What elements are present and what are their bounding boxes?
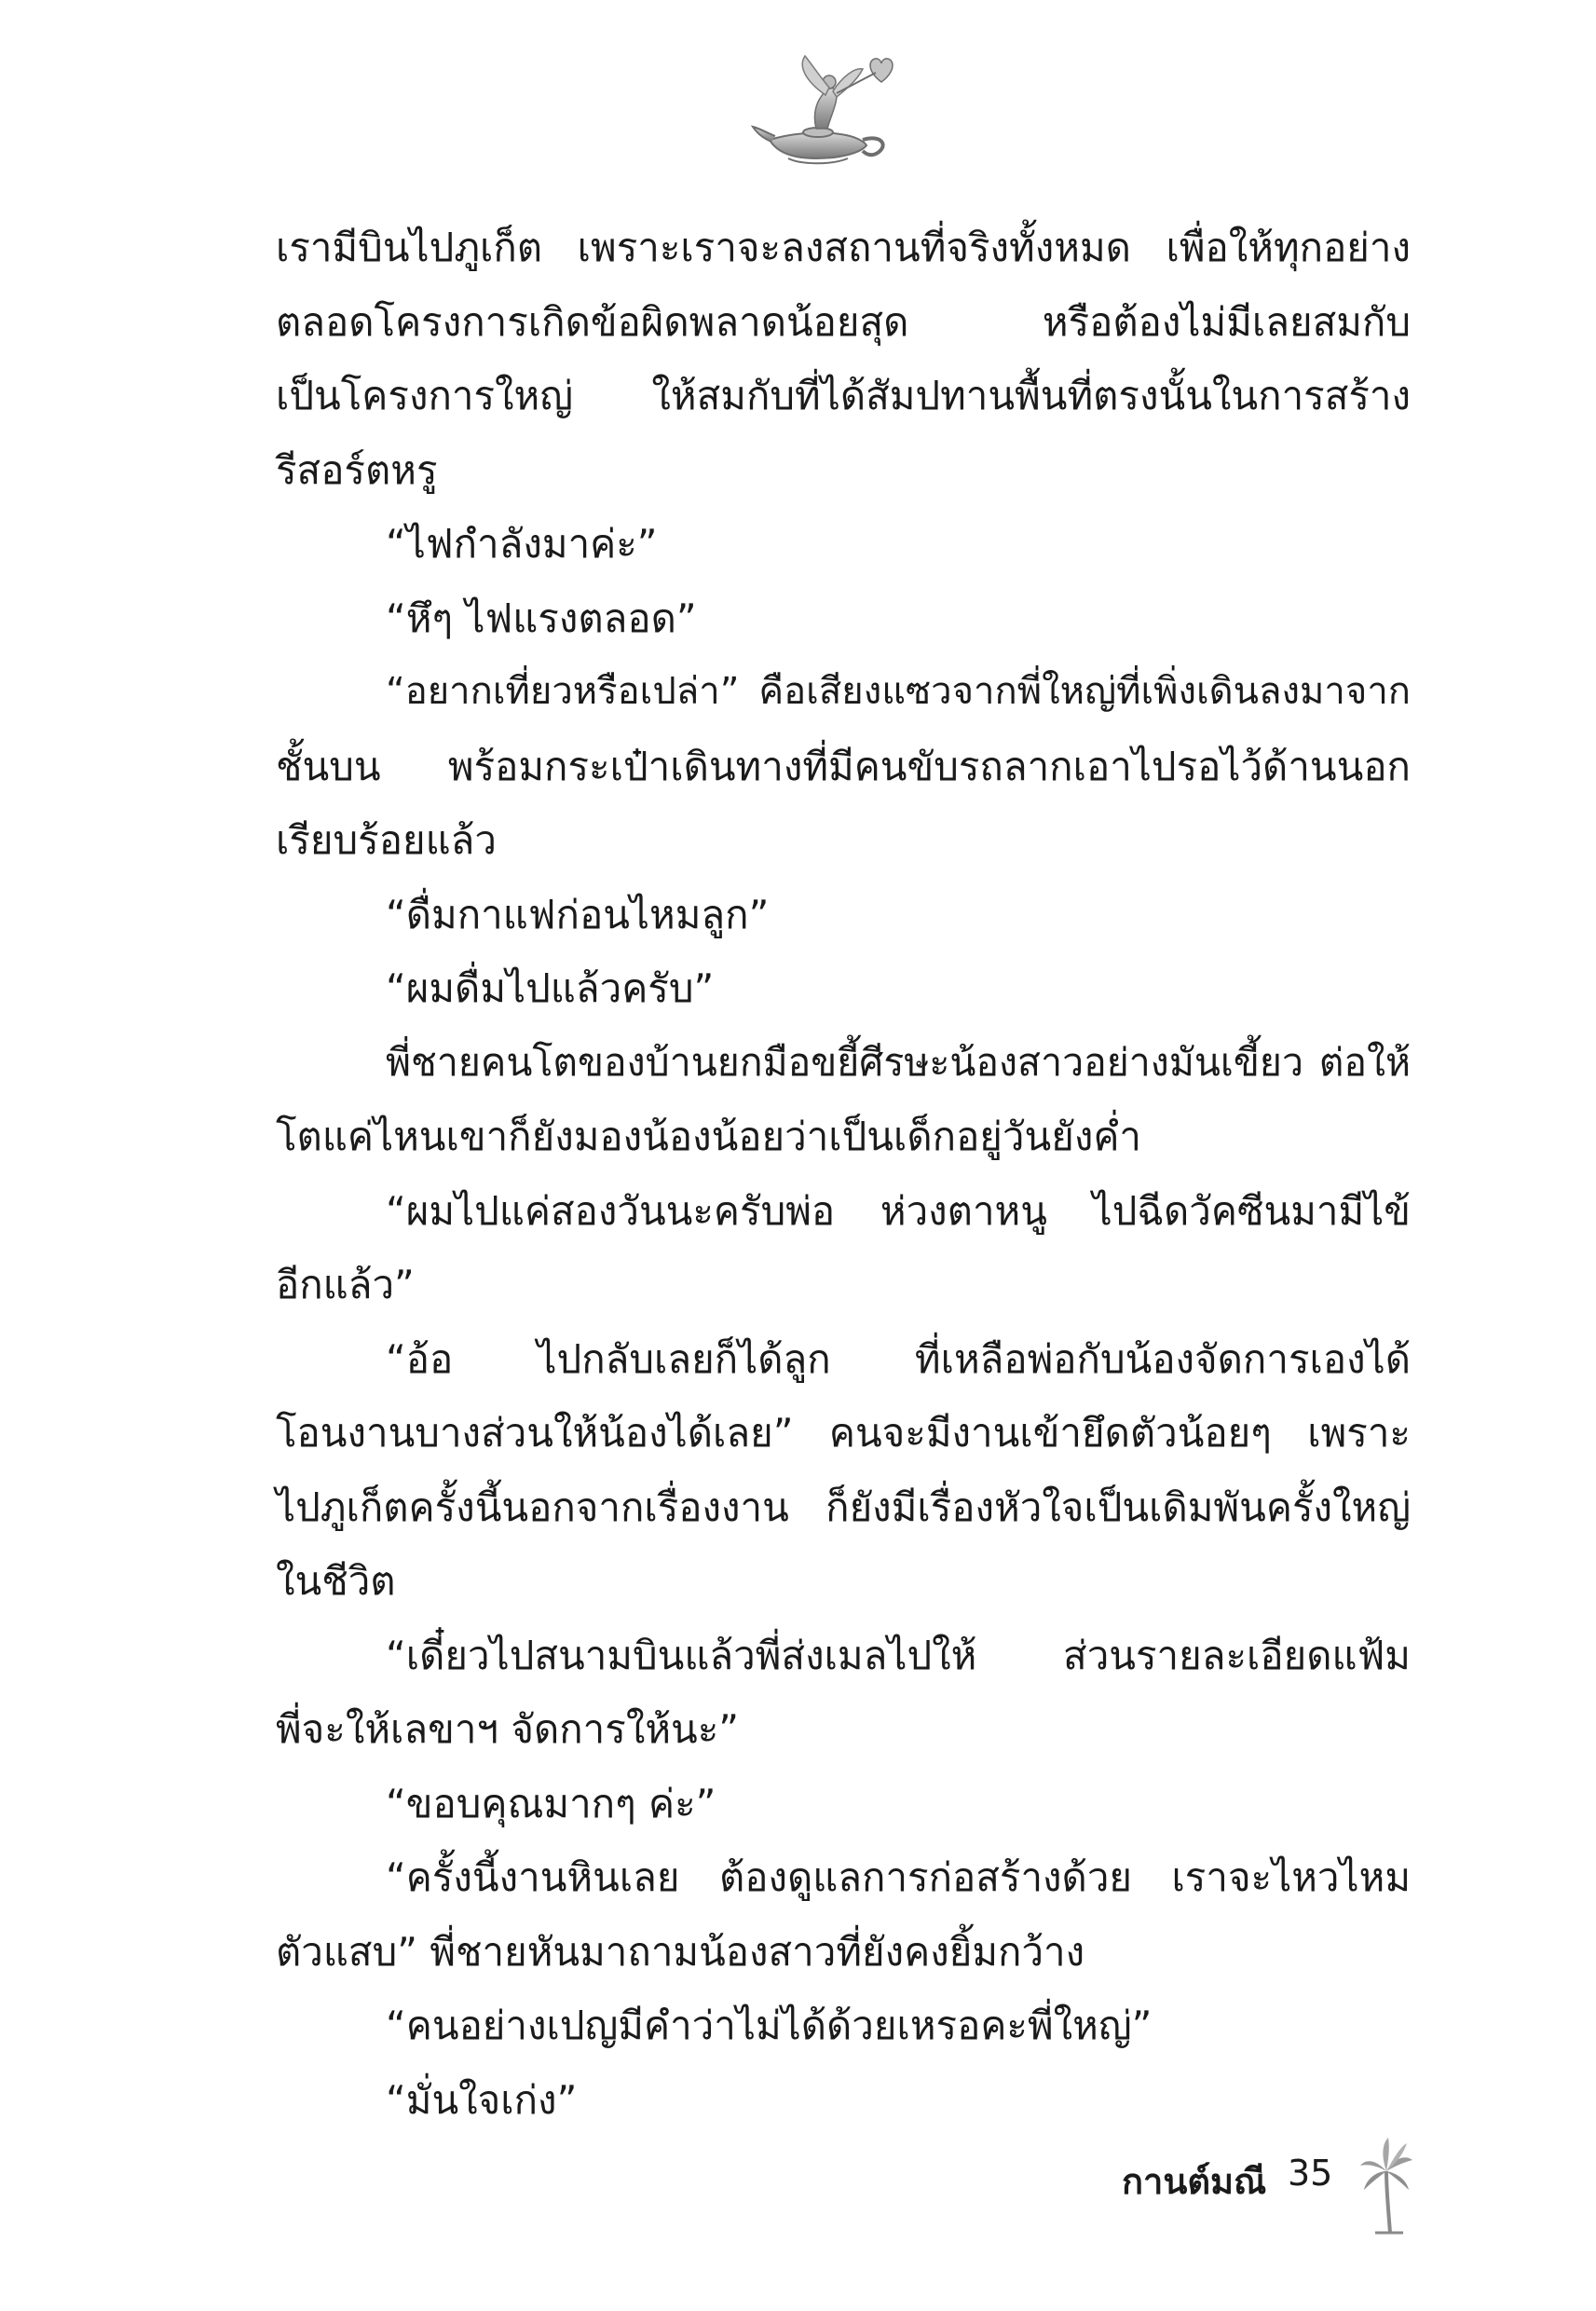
text-line: “อ้อ ไปกลับเลยก็ได้ลูก ที่เหลือพ่อกับน้องจัดการเองได้: [386, 1335, 1411, 1382]
text-line: “ผมไปแค่สองวันนะครับพ่อ ห่วงตาหนู ไปฉีดวัคซีนมามีไข้: [386, 1187, 1411, 1234]
text-line: อีกแล้ว”: [276, 1262, 415, 1307]
text-line: พี่ชายคนโตของบ้านยกมือขยี้ศีรษะน้องสาวอย่างมันเขี้ยว ต่อให้: [386, 1039, 1411, 1085]
text-line: ตลอดโครงการเกิดข้อผิดพลาดน้อยสุด หรือต้องไม่มีเลยสมกับ: [276, 298, 1411, 345]
text-line: “อยากเที่ยวหรือเปล่า” คือเสียงแซวจากพี่ใหญ่ที่เพิ่งเดินลงมาจาก: [386, 670, 1411, 713]
text-line: “ผมดื่มไปแล้วครับ”: [386, 965, 715, 1011]
text-line: ชั้นบน พร้อมกระเป๋าเดินทางที่มีคนขับรถลากเอาไปรอไว้ด้านนอก: [276, 743, 1411, 789]
book-title: กานต์มณี: [1122, 2161, 1267, 2202]
text-line: “หึๆ ไฟแรงตลอด”: [386, 595, 697, 641]
text-line: “คนอย่างเปญมีคำว่าไม่ได้ด้วยเหรอคะพี่ใหญ่”: [386, 2003, 1153, 2048]
text-line: ตัวแสบ” พี่ชายหันมาถามน้องสาวที่ยังคงยิ้มกว้าง: [276, 1928, 1085, 1975]
text-line: เป็นโครงการใหญ่ ให้สมกับที่ได้สัมปทานพื้นที่ตรงนั้นในการสร้าง: [276, 373, 1411, 418]
text-line: “ขอบคุณมากๆ ค่ะ”: [386, 1780, 716, 1826]
page-footer: [0, 2134, 1596, 2246]
palm-tree-icon: [1358, 2134, 1414, 2236]
body-text: [276, 211, 1411, 2137]
text-line: “เดี๋ยวไปสนามบินแล้วพี่ส่งเมลไปให้ ส่วนรายละเอียดแฟ้ม: [386, 1632, 1411, 1678]
text-line: รีสอร์ตหรู: [276, 446, 438, 493]
text-line: เรียบร้อยแล้ว: [276, 817, 497, 863]
text-line: “ดื่มกาแฟก่อนไหมลูก”: [386, 891, 770, 937]
text-line: “ไฟกำลังมาค่ะ”: [386, 521, 658, 567]
text-line: พี่จะให้เลขาฯ จัดการให้นะ”: [276, 1706, 740, 1752]
text-line: ในชีวิต: [276, 1558, 396, 1604]
text-line: ไปภูเก็ตครั้งนี้นอกจากเรื่องงาน ก็ยังมีเรื่องหัวใจเป็นเดิมพันครั้งใหญ่: [276, 1484, 1411, 1530]
teapot-angel-ornament-icon: [751, 48, 909, 170]
text-line: “มั่นใจเก่ง”: [386, 2076, 578, 2123]
text-line: “ครั้งนี้งานหินเลย ต้องดูแลการก่อสร้างด้วย เราจะไหวไหม: [386, 1854, 1411, 1900]
page-number: 35: [1288, 2153, 1333, 2194]
text-line: โอนงานบางส่วนให้น้องได้เลย” คนจะมีงานเข้ายึดตัวน้อยๆ เพราะ: [276, 1410, 1411, 1456]
text-line: โตแค่ไหนเขาก็ยังมองน้องน้อยว่าเป็นเด็กอยู่วันยังค่ำ: [276, 1114, 1142, 1159]
text-line: เรามีบินไปภูเก็ต เพราะเราจะลงสถานที่จริงทั้งหมด เพื่อให้ทุกอย่าง: [276, 225, 1411, 270]
